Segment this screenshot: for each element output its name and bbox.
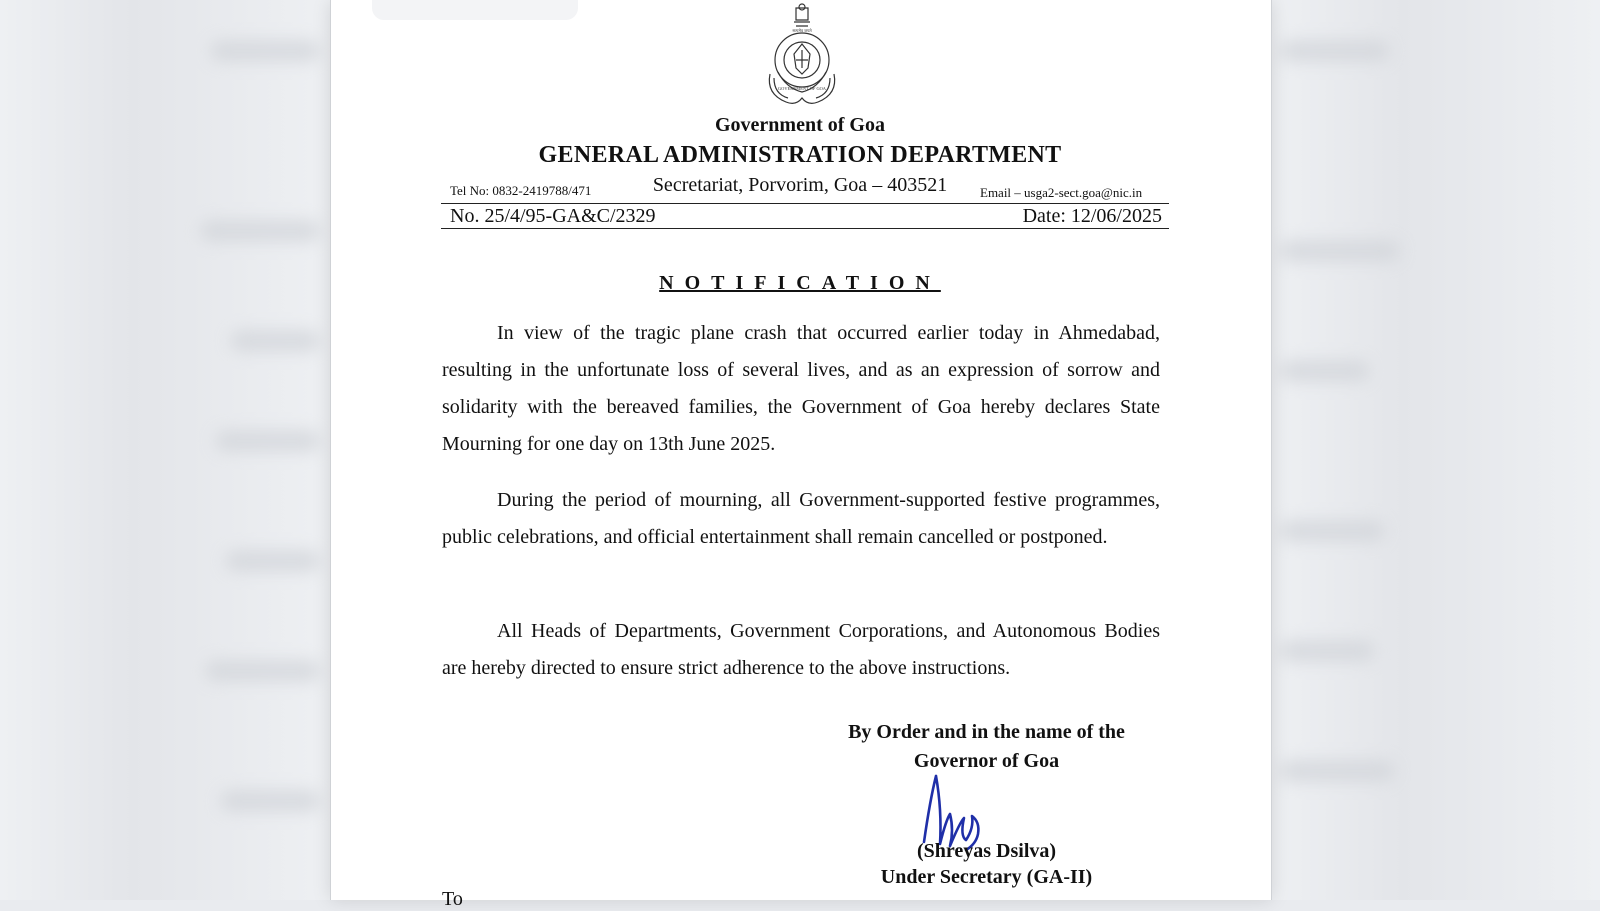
toolbar-pill — [372, 0, 578, 20]
header-divider-bottom — [441, 228, 1169, 229]
to-heading: To — [442, 888, 463, 910]
body-paragraph-3: All Heads of Departments, Government Corporations, and Autonomous Bodies are hereby directed to ensure strict adherence to the above instructions. — [442, 620, 1160, 679]
order-line-1: By Order and in the name of the — [848, 721, 1125, 743]
background-left — [0, 0, 330, 900]
telephone: Tel No: 0832-2419788/471 — [450, 183, 592, 198]
body-paragraph-2: During the period of mourning, all Government-supported festive programmes, public celebrations, and official entertainment shall remain cancelled or postponed. — [442, 489, 1160, 548]
department-name: GENERAL ADMINISTRATION DEPARTMENT — [538, 142, 1062, 168]
address: Secretariat, Porvorim, Goa – 403521 — [652, 174, 948, 196]
body-paragraph-1: In view of the tragic plane crash that occurred earlier today in Ahmedabad, resulting in the unfortunate loss of several lives, and as an expression of sorrow and solidarity with the bereaved families, the Government of Goa hereby declares State Mourning for one day on 13th June 2025. — [442, 322, 1160, 455]
reference-number: No. 25/4/95-GA&C/2329 — [450, 205, 656, 227]
email-address: Email – usga2-sect.goa@nic.in — [980, 185, 1143, 200]
order-line-2: Governor of Goa — [913, 750, 1060, 772]
header-divider-top — [441, 203, 1169, 204]
signatory-name: (Shreyas Dsilva) — [916, 840, 1057, 862]
notification-title: NOTIFICATION — [659, 272, 941, 294]
emblem-text: GOVERNMENT OF GOA — [778, 86, 826, 91]
signatory-designation: Under Secretary (GA-II) — [880, 866, 1093, 888]
government-name: Government of Goa — [715, 114, 885, 136]
notification-date: Date: 12/06/2025 — [1022, 205, 1162, 227]
goa-emblem-icon — [756, 2, 848, 114]
svg-text:सत्यमेव जयते: सत्यमेव जयते — [792, 28, 812, 33]
order-statement — [820, 718, 1153, 776]
background-right — [1270, 0, 1600, 900]
